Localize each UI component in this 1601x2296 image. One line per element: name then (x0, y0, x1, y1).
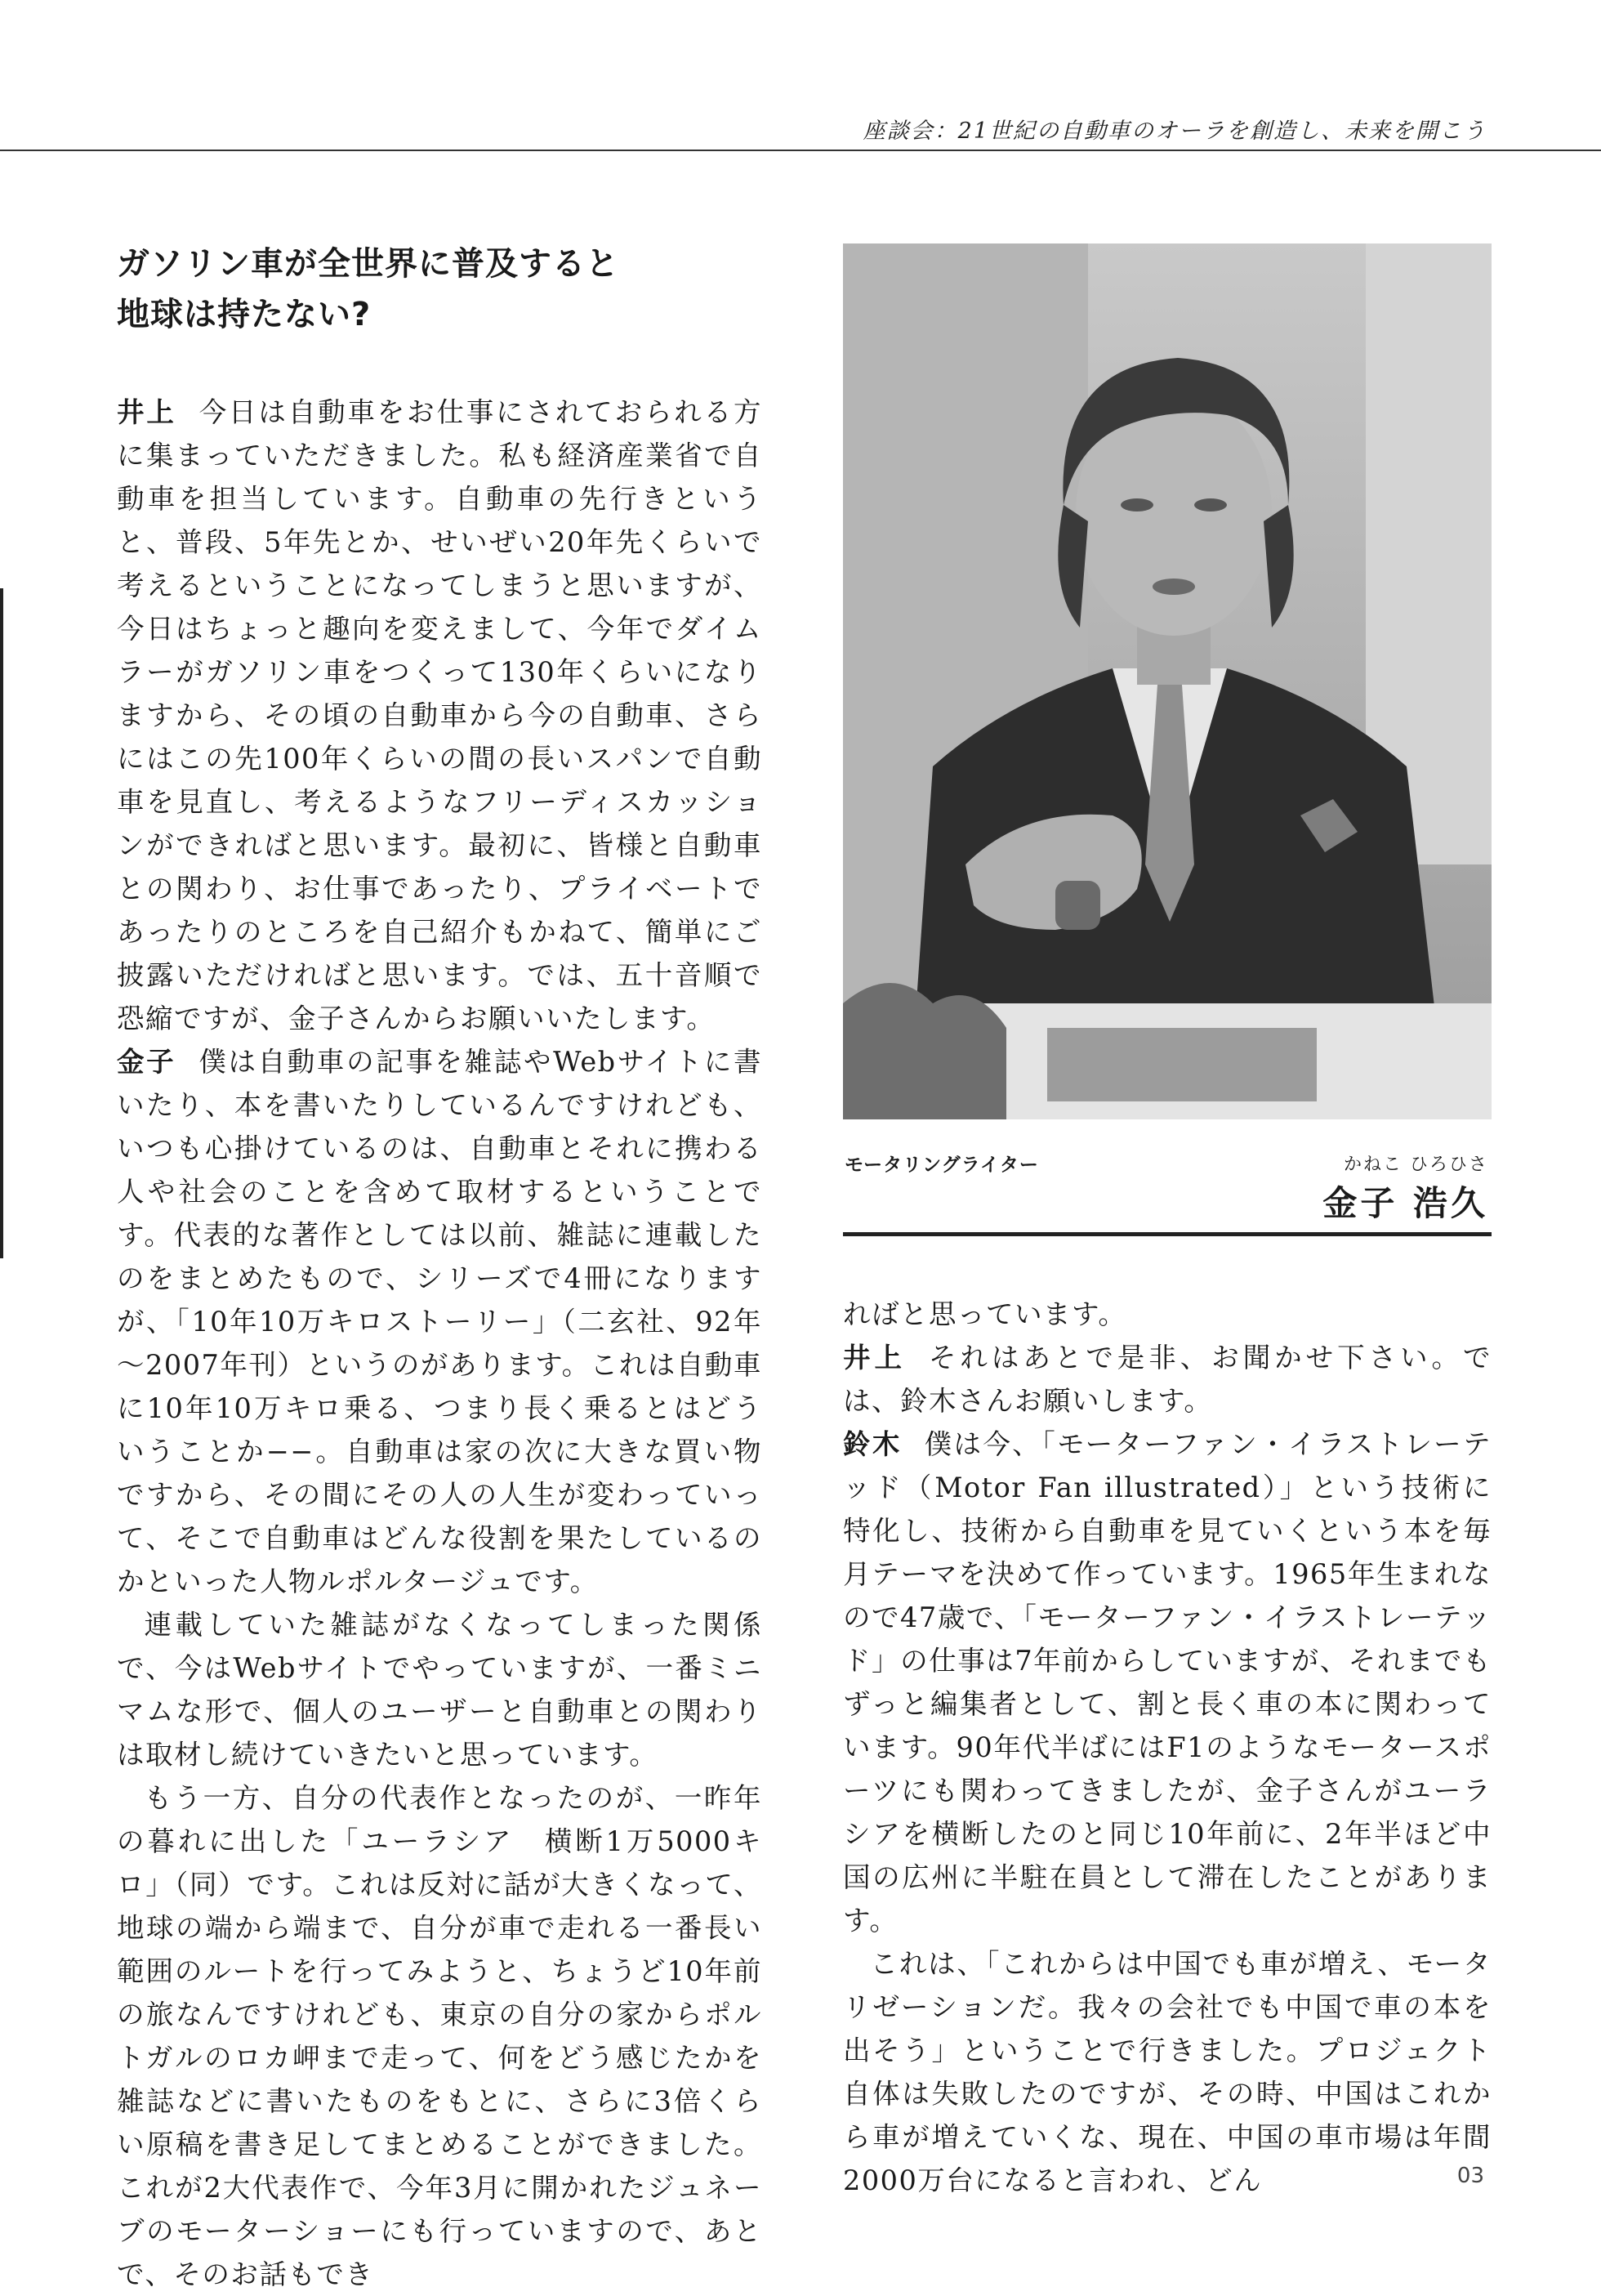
speaker-name: 鈴木 (843, 1428, 902, 1460)
paragraph-text: これは、「これからは中国でも車が増え、モータリゼーションだ。我々の会社でも中国で車の本を出そう」ということで行きました。プロジェクト自体は失敗したのですが、その時、中国はこれから車が増えていくな、現在、中国の車市場は年間2000万台になると言われ、どん (843, 1948, 1492, 2196)
paragraph (117, 1776, 762, 2296)
page-number: 03 (1456, 2164, 1484, 2188)
left-column (117, 239, 762, 2296)
paragraph-text: 僕は自動車の記事を雑誌やWebサイトに書いたり、本を書いたりしているんですけれども、いつも心掛けているのは、自動車とそれに携わる人や社会のことを含めて取材するということです。代表的な著作としては以前、雑誌に連載したのをまとめたもので、シリーズで4冊になりますが、「10年10万キロストーリー」（二玄社、92年～2007年刊）というのがあります。これは自動車に10年10万キロ乗る、つまり長く乗るとはどういうことか−−。自動車は家の次に大きな買い物ですから、その間にその人の人生が変わっていって、そこで自動車はどんな役割を果たしているのかといった人物ルポルタージュです。 (117, 1046, 763, 1597)
paragraph-text: それはあとで是非、お聞かせ下さい。では、鈴木さんお願いします。 (843, 1342, 1492, 1417)
caption-role: モータリングライター (845, 1155, 1039, 1176)
paragraph (843, 1293, 1492, 1336)
section-headline (117, 239, 762, 340)
paragraph (843, 1423, 1492, 1942)
speaker-name: 井上 (843, 1342, 906, 1374)
headline-line-1: ガソリン車が全世界に普及すると (117, 245, 619, 283)
portrait-photo (843, 243, 1492, 1119)
headline-line-2: 地球は持たない? (117, 296, 372, 333)
portrait-illustration (843, 243, 1492, 1119)
paragraph (843, 1942, 1492, 2202)
paragraph-text: ればと思っています。 (843, 1298, 1127, 1330)
paragraph-text: 今日は自動車をお仕事にされておられる方に集まっていただきました。私も経済産業省で自動車を担当しています。自動車の先行きというと、普段、5年先とか、せいぜい20年先くらいで考えるということになってしまうと思いますが、今日はちょっと趣向を変えまして、今年でダイムラーがガソリン車をつくって130年くらいになりますから、その頃の自動車から今の自動車、さらにはこの先100年くらいの間の長いスパンで自動車を見直し、考えるようなフリーディスカッションができればと思います。最初に、皆様と自動車との関わり、お仕事であったり、プライベートであったりのところを自己紹介もかねて、簡単にご披露いただければと思います。では、五十音順で恐縮ですが、金子さんからお願いいたします。 (117, 396, 763, 1034)
edge-marker (0, 588, 3, 1258)
caption-rule (843, 1232, 1492, 1236)
paragraph (117, 1040, 762, 1603)
paragraph-text: もう一方、自分の代表作となったのが、一昨年の暮れに出した「ユーラシア 横断1万5000キロ」（同）です。これは反対に話が大きくなって、地球の端から端まで、自分が車で走れる一番長い範囲のルートを行ってみようと、ちょうど10年前の旅なんですけれども、東京の自分の家からポルトガルのロカ岬まで走って、何をどう感じたかを雑誌などに書いたものをもとに、さらに3倍くらい原稿を書き足してまとめることができました。これが2大代表作で、今年3月に開かれたジュネーブのモーターショーにも行っていますので、あとで、そのお話もでき (117, 1782, 762, 2290)
paragraph-text: 僕は今、「モーターファン・イラストレーテッド（Motor Fan illustrated）」という技術に特化し、技術から自動車を見ていくという本を毎月テーマを決めて作っています。1965年生まれなので47歳で、「モーターファン・イラストレーテッド」の仕事は7年前からしていますが、それまでもずっと編集者として、割と長く車の本に関わっています。90年代半ばにはF1のようなモータースポーツにも関わってきましたが、金子さんがユーラシアを横断したのと同じ10年前に、2年半ほど中国の広州に半駐在員として滞在したことがあります。 (843, 1428, 1492, 1936)
paragraph-text: 連載していた雑誌がなくなってしまった関係で、今はWebサイトでやっていますが、一番ミニマムな形で、個人のユーザーと自動車との関わりは取材し続けていきたいと思っています。 (117, 1609, 762, 1771)
speaker-name: 金子 (117, 1046, 176, 1078)
running-title: 座談会：21世紀の自動車のオーラを創造し、未来を開こう (863, 118, 1487, 144)
paragraph (117, 1603, 762, 1776)
caption-name: 金子 浩久 (1322, 1183, 1488, 1223)
caption-name-reading: かねこ ひろひさ (1344, 1155, 1488, 1175)
speaker-name: 井上 (117, 396, 176, 428)
header-rule (0, 150, 1601, 151)
paragraph (117, 391, 762, 1040)
right-column (843, 1293, 1492, 2202)
paragraph (843, 1336, 1492, 1423)
